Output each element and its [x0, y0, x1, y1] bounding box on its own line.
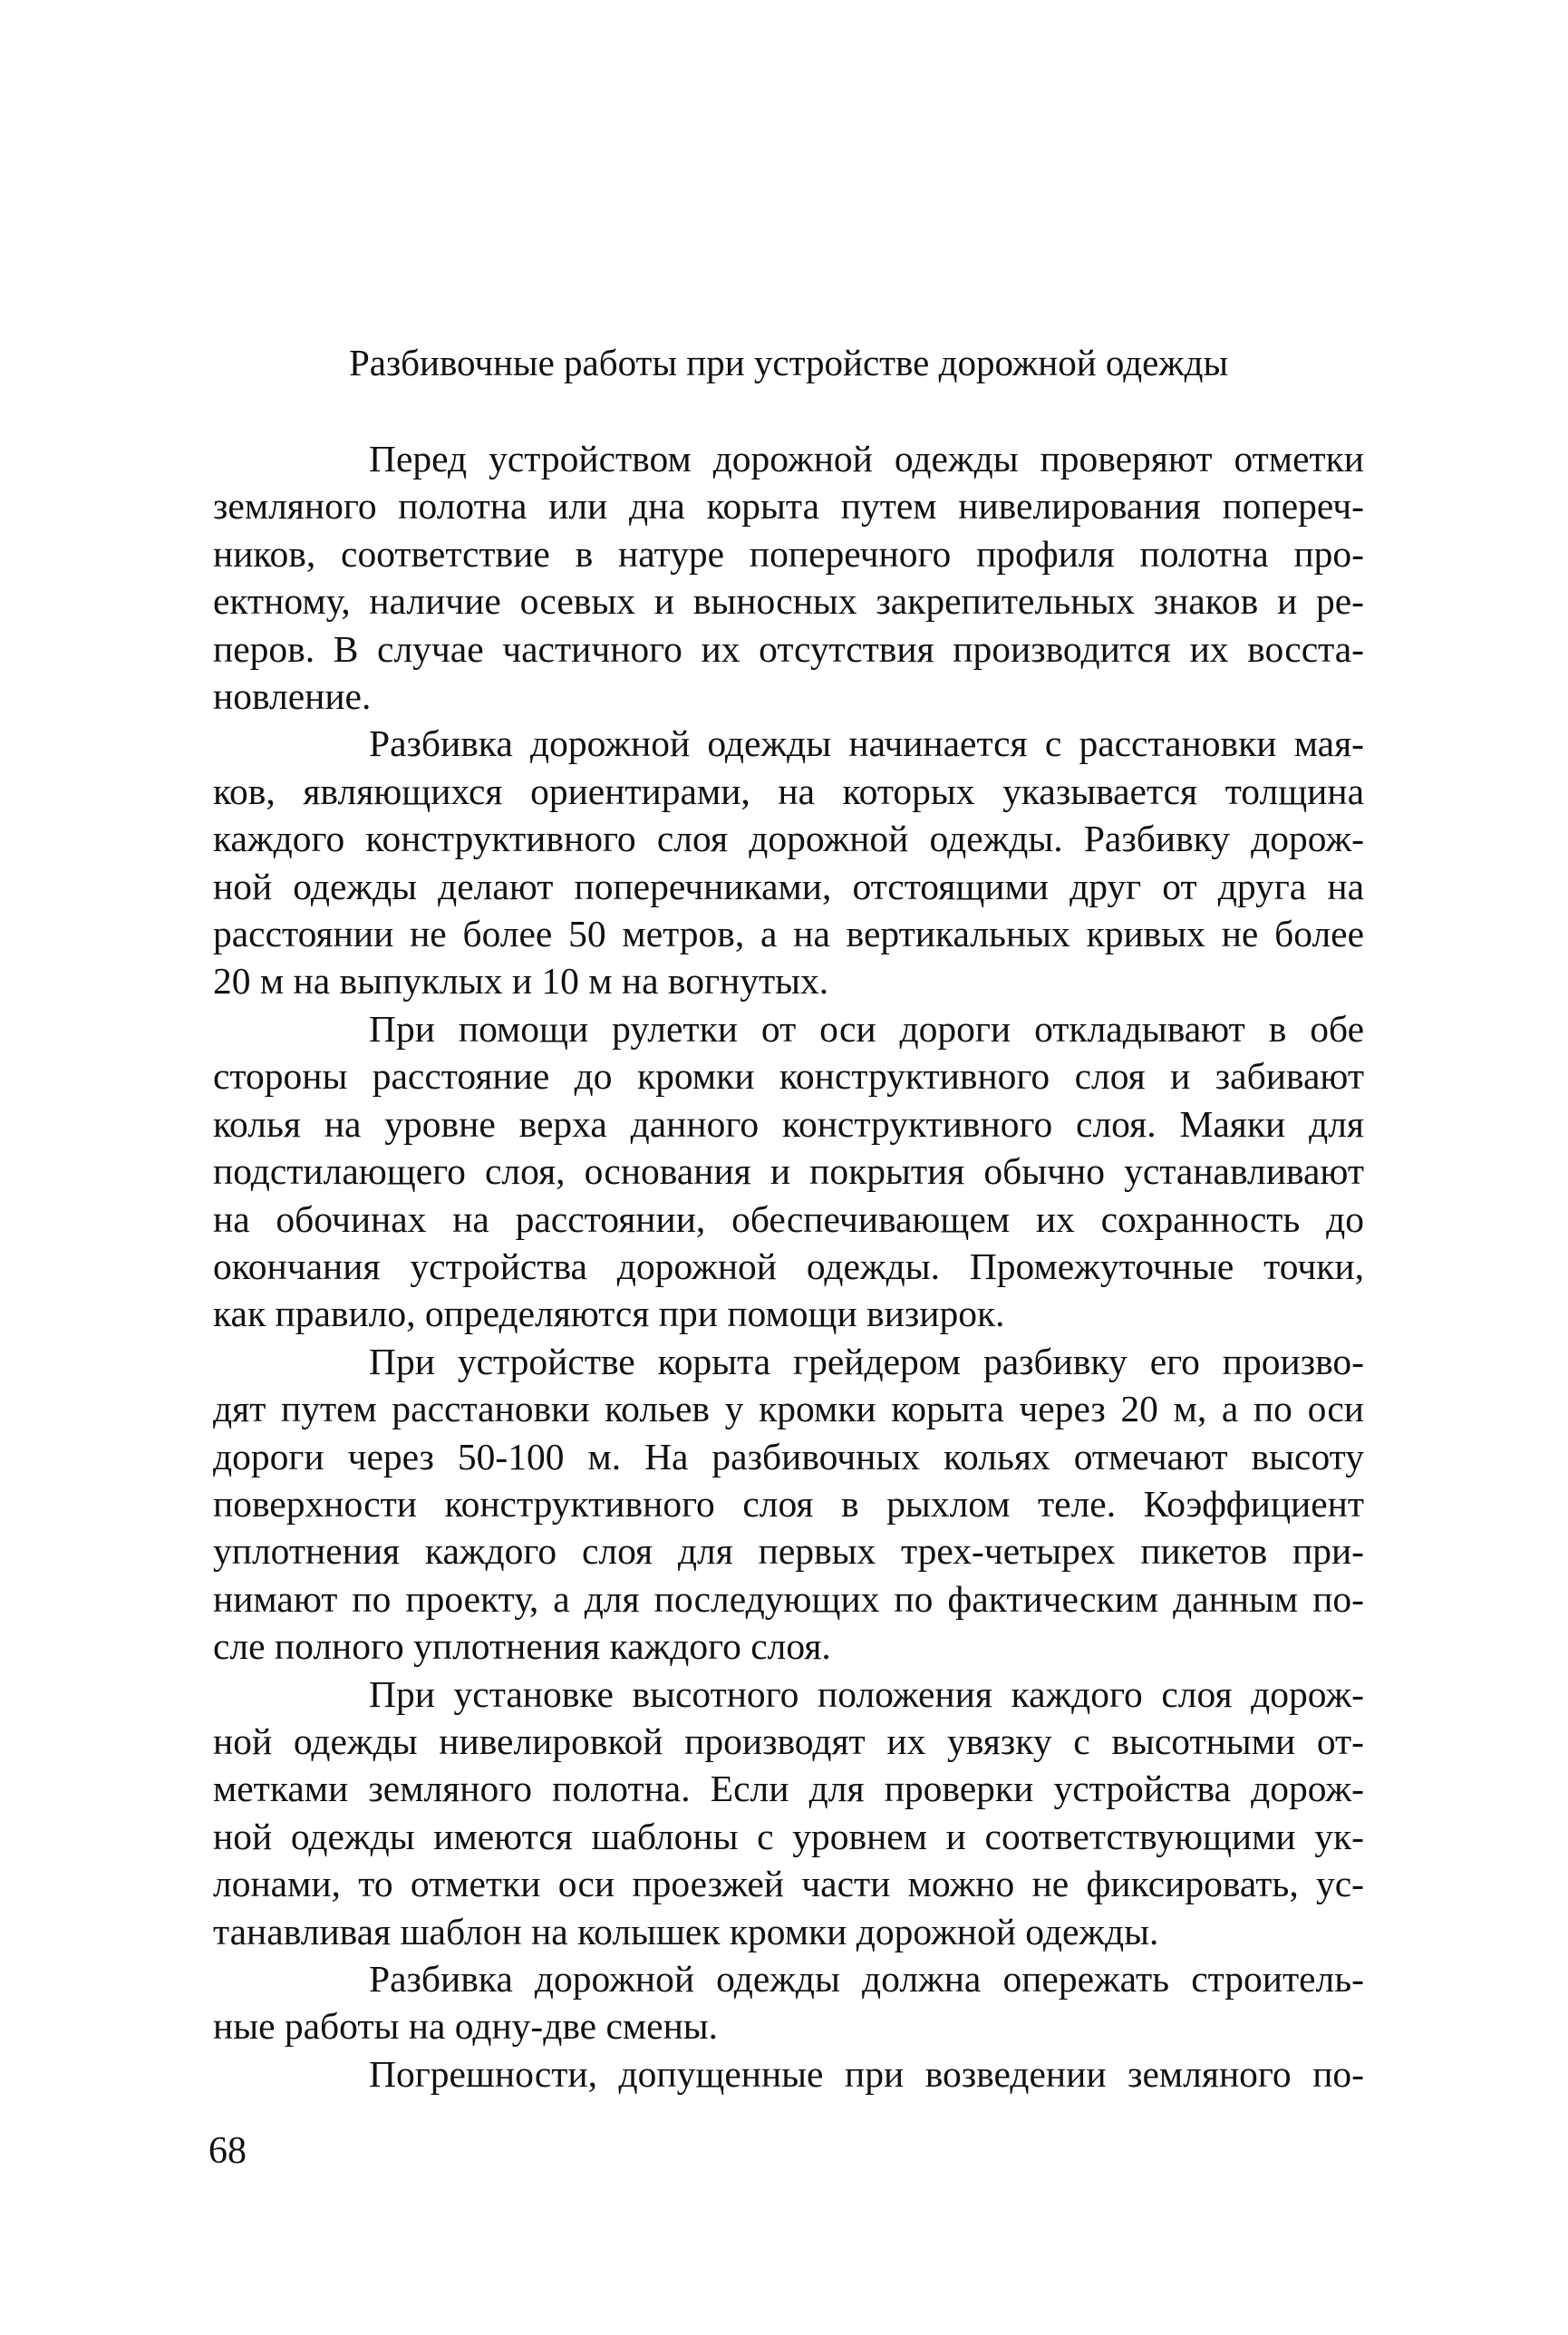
text-line: При устройстве корыта грейдером разбивку его произво-	[369, 1340, 1364, 1382]
text-line: на обочинах на расстоянии, обеспечивающем их сохранность до	[213, 1197, 1364, 1240]
text-line: ной одежды имеются шаблоны с уровнем и соответствующими ук-	[213, 1815, 1364, 1857]
paragraph-3	[213, 1005, 1364, 1338]
text-line: метками земляного полотна. Если для проверки устройства дорож-	[213, 1768, 1364, 1810]
text-line: Разбивка дорожной одежды должна опережать строитель-	[369, 1958, 1364, 2000]
text-line: дят путем расстановки кольев у кромки корыта через 20 м, а по оси	[213, 1388, 1364, 1430]
text-line: сле полного уплотнения каждого слоя.	[213, 1625, 831, 1668]
text-line: земляного полотна или дна корыта путем нивелирования попереч-	[213, 485, 1364, 528]
text-line: Перед устройством дорожной одежды проверяют отметки	[369, 438, 1364, 480]
text-line: лонами, то отметки оси проезжей части можно не фиксировать, ус-	[213, 1863, 1364, 1905]
text-line: поверхности конструктивного слоя в рыхлом теле. Коэффициент	[213, 1482, 1364, 1525]
text-line: танавливая шаблон на колышек кромки дорожной одежды.	[213, 1910, 1159, 1952]
text-line: уплотнения каждого слоя для первых трех-четырех пикетов при-	[213, 1530, 1364, 1573]
text-line: При помощи рулетки от оси дороги откладывают в обе	[369, 1007, 1364, 1050]
paragraph-4	[213, 1338, 1364, 1671]
paragraph-5	[213, 1671, 1364, 1955]
text-line: Разбивка дорожной одежды начинается с расстановки мая-	[369, 722, 1364, 765]
text-line: ников, соответствие в натуре поперечного профиля полотна про-	[213, 532, 1364, 575]
text-line: При установке высотного положения каждого слоя дорож-	[369, 1672, 1364, 1715]
text-line: 20 м на выпуклых и 10 м на вогнутых.	[213, 960, 829, 1003]
text-line: стороны расстояние до кромки конструктивного слоя и забивают	[213, 1055, 1364, 1098]
text-line: каждого конструктивного слоя дорожной одежды. Разбивку дорож-	[213, 818, 1364, 860]
text-line: ектному, наличие осевых и выносных закрепительных знаков и ре-	[213, 580, 1364, 623]
text-line: нимают по проекту, а для последующих по фактическим данным по-	[213, 1577, 1364, 1620]
paragraph-2	[213, 720, 1364, 1004]
paragraph-6	[213, 1955, 1364, 2050]
paragraph-1	[213, 435, 1364, 720]
text-line: ной одежды нивелировкой производят их увязку с высотными от-	[213, 1720, 1364, 1762]
body-text	[213, 435, 1364, 2098]
text-line: Погрешности, допущенные при возведении земляного по-	[369, 2052, 1364, 2095]
text-line: новление.	[213, 675, 372, 718]
text-line: колья на уровне верха данного конструктивного слоя. Маяки для	[213, 1102, 1364, 1145]
text-line: ные работы на одну-две смены.	[213, 2005, 719, 2048]
page-number: 68	[208, 2130, 247, 2172]
text-line: расстоянии не более 50 метров, а на вертикальных кривых не более	[213, 913, 1364, 955]
text-line: перов. В случае частичного их отсутствия производится их восста-	[213, 627, 1364, 670]
text-line: подстилающего слоя, основания и покрытия обычно устанавливают	[213, 1150, 1364, 1193]
text-line: ной одежды делают поперечниками, отстоящими друг от друга на	[213, 865, 1364, 907]
text-line: как правило, определяются при помощи визирок.	[213, 1293, 1005, 1335]
text-line: окончания устройства дорожной одежды. Промежуточные точки,	[213, 1245, 1364, 1287]
text-line: ков, являющихся ориентирами, на которых указывается толщина	[213, 770, 1364, 812]
paragraph-7	[213, 2050, 1364, 2098]
page-title: Разбивочные работы при устройстве дорожной одежды	[348, 342, 1229, 383]
text-line: дороги через 50-100 м. На разбивочных кольях отмечают высоту	[213, 1435, 1364, 1478]
